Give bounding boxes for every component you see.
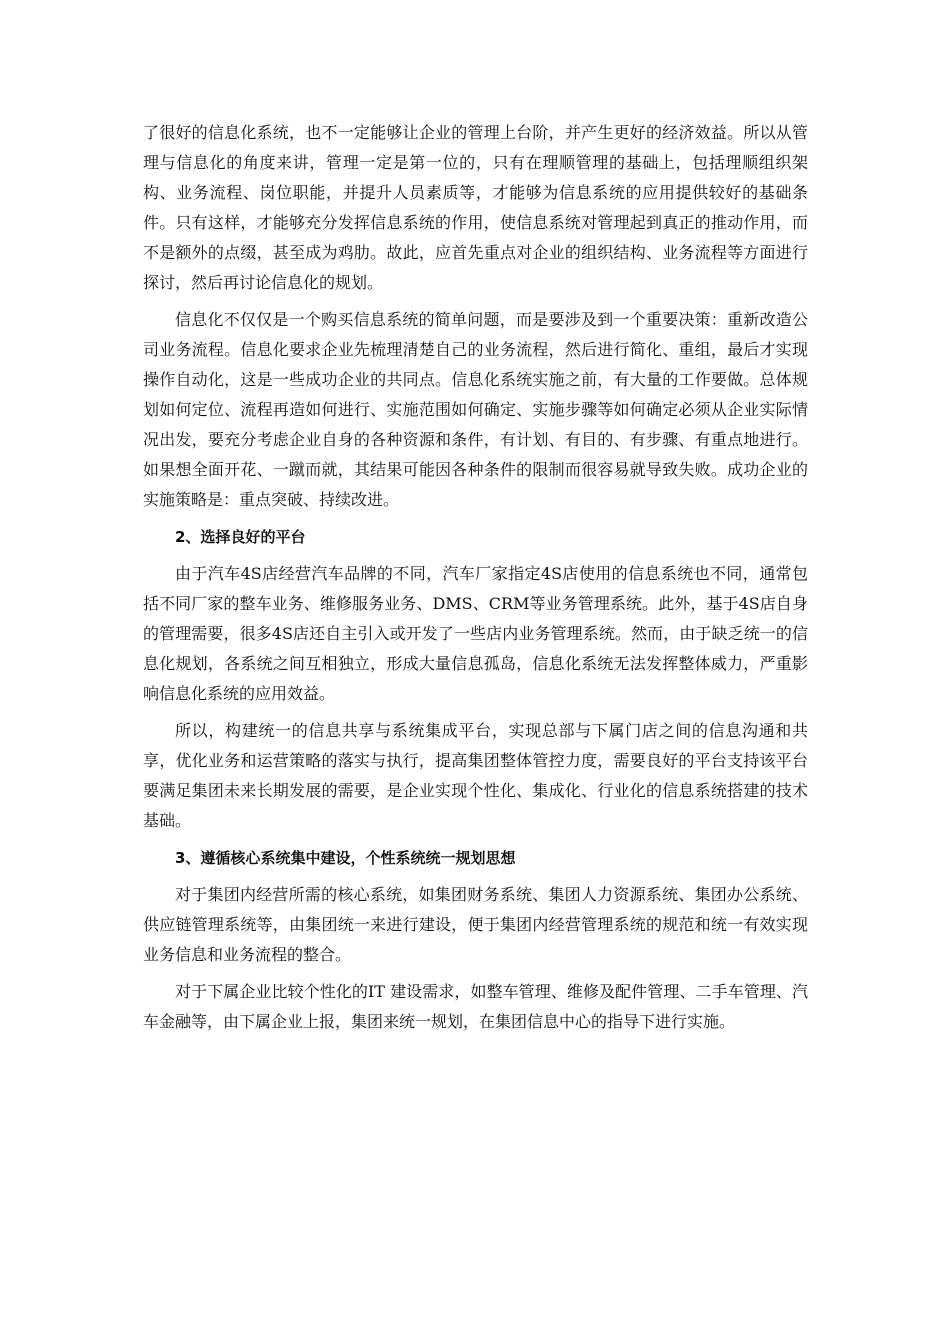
paragraph-core-systems: 对于集团内经营所需的核心系统，如集团财务系统、集团人力资源系统、集团办公系统、供应链管理系统等，由集团统一来进行建设，便于集团内经营管理系统的规范和统一有效实现业务信息和业务流程的整合。 — [143, 885, 808, 964]
paragraph-management-first: 了很好的信息化系统，也不一定能够让企业的管理上台阶，并产生更好的经济效益。所以从管理与信息化的角度来讲，管理一定是第一位的，只有在理顺管理的基础上，包括理顺组织架构、业务流程、岗位职能，并提升人员素质等，才能够为信息系统的应用提供较好的基础条件。只有这样，才能够充分发挥信息系统的作用，使信息系统对管理起到真正的推动作用，而不是额外的点缀，甚至成为鸡肋。故此，应首先重点对企业的组织结构、业务流程等方面进行探讨，然后再讨论信息化的规划。 — [143, 123, 808, 292]
section-heading-core-systems: 3、遵循核心系统集中建设，个性系统统一规划思想 — [175, 849, 516, 867]
paragraph-integration-platform: 所以，构建统一的信息共享与系统集成平台，实现总部与下属门店之间的信息沟通和共享，优化业务和运营策略的落实与执行，提高集团整体管控力度，需要良好的平台支持该平台要满足集团未来长期发展的需要，是企业实现个性化、集成化、行业化的信息系统搭建的技术基础。 — [143, 721, 808, 830]
paragraph-4s-systems: 由于汽车4S店经营汽车品牌的不同，汽车厂家指定4S店使用的信息系统也不同，通常包括不同厂家的整车业务、维修服务业务、DMS、CRM等业务管理系统。此外，基于4S店自身的管理需要，很多4S店还自主引入或开发了一些店内业务管理系统。然而，由于缺乏统一的信息化规划，各系统之间互相独立，形成大量信息孤岛，信息化系统无法发挥整体威力，严重影响信息化系统的应用效益。 — [143, 564, 808, 703]
section-heading-platform: 2、选择良好的平台 — [175, 528, 306, 546]
document-body — [143, 118, 808, 1044]
paragraph-personalized-it: 对于下属企业比较个性化的IT 建设需求，如整车管理、维修及配件管理、二手车管理、汽车金融等，由下属企业上报，集团来统一规划，在集团信息中心的指导下进行实施。 — [143, 982, 808, 1031]
paragraph-process-reengineering: 信息化不仅仅是一个购买信息系统的简单问题，而是要涉及到一个重要决策：重新改造公司业务流程。信息化要求企业先梳理清楚自己的业务流程，然后进行简化、重组，最后才实现操作自动化，这是一些成功企业的共同点。信息化系统实施之前，有大量的工作要做。总体规划如何定位、流程再造如何进行、实施范围如何确定、实施步骤等如何确定必须从企业实际情况出发，要充分考虑企业自身的各种资源和条件，有计划、有目的、有步骤、有重点地进行。如果想全面开花、一蹴而就，其结果可能因各种条件的限制而很容易就导致失败。成功企业的实施策略是：重点突破、持续改进。 — [143, 310, 808, 509]
